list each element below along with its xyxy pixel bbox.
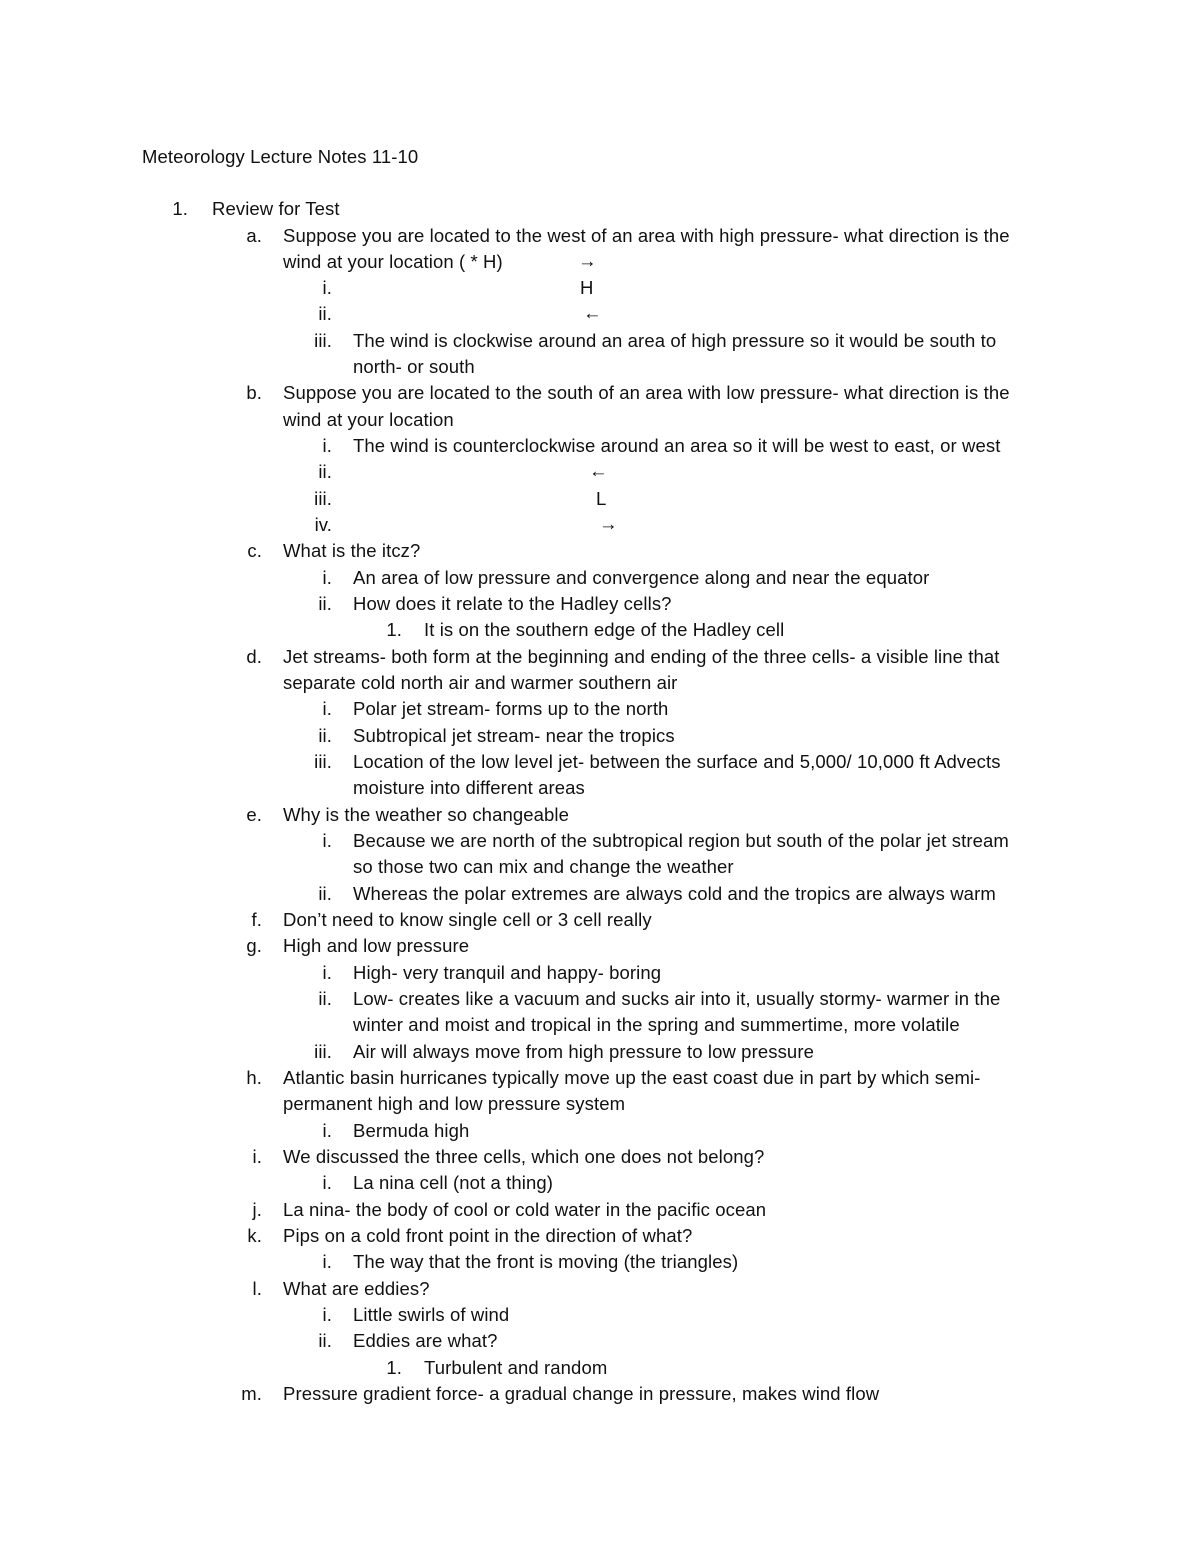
list-marker: g. [246,935,262,956]
list-item: wind at your location ( * H) [283,251,503,272]
list-marker: i. [322,277,332,298]
list-item: La nina cell (not a thing) [353,1172,554,1193]
list-marker: 1. [172,198,188,219]
list-item: Why is the weather so changeable [283,804,570,825]
list-marker: i. [322,962,332,983]
list-item: Polar jet stream- forms up to the north [353,698,669,719]
list-marker: i. [322,1251,332,1272]
list-marker: i. [322,830,332,851]
list-marker: b. [246,382,262,403]
list-marker: k. [247,1225,262,1246]
list-item: La nina- the body of cool or cold water in the pacific ocean [283,1199,767,1220]
list-item: Air will always move from high pressure to low pressure [353,1041,814,1062]
list-marker: iii. [314,488,332,509]
list-marker: 1. [386,1357,402,1378]
list-marker: c. [247,540,262,561]
list-marker: iii. [314,1041,332,1062]
list-item: Don’t need to know single cell or 3 cell really [283,909,652,930]
list-marker: ii. [318,725,332,746]
list-item: High and low pressure [283,935,470,956]
list-item: Jet streams- both form at the beginning and ending of the three cells- a visible line that [283,646,1000,667]
list-marker: ii. [318,461,332,482]
list-item: separate cold north air and warmer southern air [283,672,678,693]
list-item: Pips on a cold front point in the direction of what? [283,1225,693,1246]
arrow-left-icon: ← [589,460,608,481]
list-item: The wind is counterclockwise around an area so it will be west to east, or west [353,435,1001,456]
list-item: moisture into different areas [353,777,585,798]
list-item: north- or south [353,356,475,377]
list-marker: i. [322,567,332,588]
list-marker: e. [246,804,262,825]
arrow-right-icon: → [578,250,597,271]
list-marker: iv. [314,514,332,535]
list-item: What is the itcz? [283,540,421,561]
list-marker: i. [252,1146,262,1167]
list-item: How does it relate to the Hadley cells? [353,593,672,614]
list-item: Low- creates like a vacuum and sucks air into it, usually stormy- warmer in the [353,988,1001,1009]
list-item: Little swirls of wind [353,1304,510,1325]
list-marker: iii. [314,751,332,772]
list-marker: i. [322,698,332,719]
list-marker: d. [246,646,262,667]
list-marker: i. [322,1120,332,1141]
list-marker: i. [322,1304,332,1325]
list-marker: l. [252,1278,262,1299]
list-marker: h. [246,1067,262,1088]
list-item: What are eddies? [283,1278,430,1299]
list-marker: ii. [318,883,332,904]
list-item: permanent high and low pressure system [283,1093,626,1114]
list-item: Eddies are what? [353,1330,498,1351]
list-item: Pressure gradient force- a gradual change in pressure, makes wind flow [283,1383,880,1404]
section-heading: Review for Test [212,198,340,219]
list-marker: ii. [318,1330,332,1351]
list-item: wind at your location [283,409,454,430]
list-item: Turbulent and random [424,1357,608,1378]
list-item: The wind is clockwise around an area of high pressure so it would be south to [353,330,997,351]
list-marker: a. [246,225,262,246]
list-marker: f. [251,909,262,930]
list-item: The way that the front is moving (the triangles) [353,1251,739,1272]
list-item: We discussed the three cells, which one does not belong? [283,1146,765,1167]
high-pressure-label: H [580,277,594,298]
list-marker: i. [322,435,332,456]
list-marker: ii. [318,593,332,614]
list-marker: j. [252,1199,262,1220]
list-marker: ii. [318,988,332,1009]
list-marker: 1. [386,619,402,640]
document-title: Meteorology Lecture Notes 11-10 [142,146,419,167]
list-item: Atlantic basin hurricanes typically move up the east coast due in part by which semi- [283,1067,981,1088]
list-marker: m. [241,1383,262,1404]
list-item: Because we are north of the subtropical region but south of the polar jet stream [353,830,1009,851]
list-item: Whereas the polar extremes are always cold and the tropics are always warm [353,883,996,904]
list-item: It is on the southern edge of the Hadley cell [424,619,785,640]
low-pressure-label: L [596,488,607,509]
list-item: An area of low pressure and convergence along and near the equator [353,567,930,588]
list-marker: i. [322,1172,332,1193]
list-item: Subtropical jet stream- near the tropics [353,725,675,746]
arrow-right-icon: → [599,513,618,534]
list-marker: ii. [318,303,332,324]
list-item: Location of the low level jet- between the surface and 5,000/ 10,000 ft Advects [353,751,1001,772]
list-item: Bermuda high [353,1120,470,1141]
list-item: winter and moist and tropical in the spring and summertime, more volatile [353,1014,960,1035]
arrow-left-icon: ← [583,302,602,323]
list-marker: iii. [314,330,332,351]
list-item: so those two can mix and change the weather [353,856,734,877]
list-item: Suppose you are located to the south of an area with low pressure- what direction is the [283,382,1010,403]
list-item: Suppose you are located to the west of an area with high pressure- what direction is the [283,225,1010,246]
list-item: High- very tranquil and happy- boring [353,962,662,983]
